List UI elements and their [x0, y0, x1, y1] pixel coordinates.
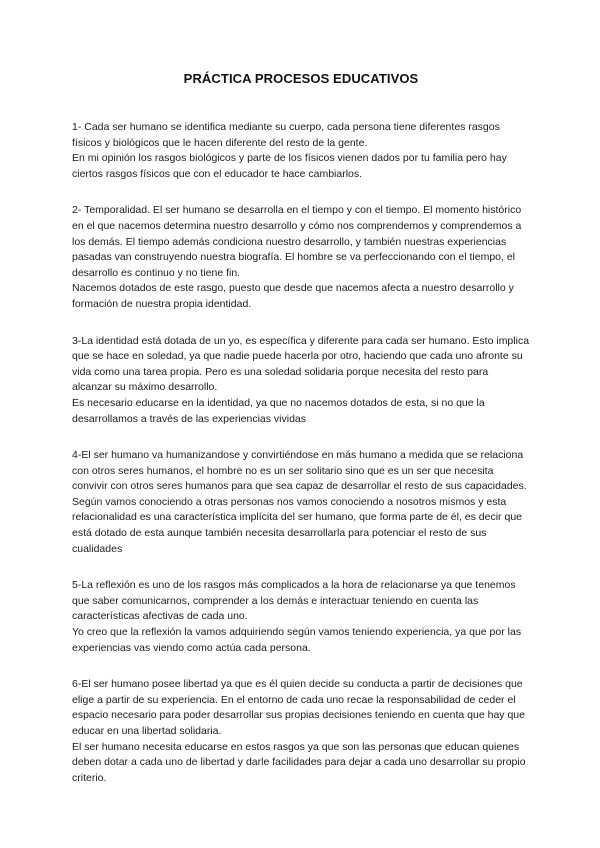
- section-6: [72, 677, 530, 786]
- document-body: [72, 120, 530, 786]
- paragraph: 2- Temporalidad. El ser humano se desarrolla en el tiempo y con el tiempo. El momento histórico en el que nacemos determina nuestro desarrollo y cómo nos comprendemos y comprendemos a los demás. El tiempo además condiciona nuestro desarrollo, y también nuestras experiencias pasadas van construyendo nuestra biografía. El hombre se va perfeccionando con el tiempo, el desarrollo es continuo y no tiene fin.: [72, 204, 522, 279]
- paragraph: 4-El ser humano va humanizandose y convirtiéndose en más humano a medida que se relaciona con otros seres humanos, el hombre no es un ser solitario sino que es un ser que necesita convivir con otros seres humanos para que sea capaz de desarrollar el resto de sus capacidades. Según vamos conociendo a otras personas nos vamos conociendo a nosotros mismos y esta relacionalidad es una característica implícita del ser humano, que forma parte de él, es decir que está dotado de esta aunque también necesita desarrollarla para potenciar el resto de sus cualidades: [72, 449, 527, 555]
- paragraph: 3-La identidad está dotada de un yo, es específica y diferente para cada ser humano. Esto implica que se hace en soledad, ya que nadie puede hacerla por otro, haciendo que cada uno afronte su vida como una tarea propia. Pero es una soledad solidaria porque necesita del resto para alcanzar su máximo desarrollo.: [72, 334, 530, 394]
- section-2: [72, 203, 530, 312]
- paragraph: Nacemos dotados de este rasgo, puesto que desde que nacemos afecta a nuestro desarrollo y formación de nuestra propia identidad.: [72, 282, 514, 310]
- paragraph: 5-La reflexión es uno de los rasgos más complicados a la hora de relacionarse ya que tenemos que saber comunicarnos, comprender a los demás e interactuar teniendo en cuenta las características afectivas de cada uno.: [72, 579, 516, 623]
- paragraph: El ser humano necesita educarse en estos rasgos ya que son las personas que educan quienes deben dotar a cada uno de libertad y darle facilidades para dejar a cada uno desarrollar su propio criterio.: [72, 740, 526, 784]
- section-1: [72, 120, 530, 182]
- paragraph: Yo creo que la reflexión la vamos adquiriendo según vamos teniendo experiencia, ya que por las experiencias vas viendo como actúa cada persona.: [72, 626, 522, 654]
- paragraph: 1- Cada ser humano se identifica mediante su cuerpo, cada persona tiene diferentes rasgos físicos y biológicos que le hacen diferente del resto de la gente.: [72, 121, 500, 149]
- section-5: [72, 578, 530, 656]
- paragraph: Es necesario educarse en la identidad, ya que no nacemos dotados de esta, si no que la desarrollamos a través de las experiencias vividas: [72, 396, 485, 425]
- section-3: [72, 334, 530, 428]
- paragraph: En mi opinión los rasgos biológicos y parte de los físicos vienen dados por tu familia pero hay ciertos rasgos físicos que con el educador te hace cambiarlos.: [72, 152, 507, 180]
- section-4: [72, 448, 530, 557]
- paragraph: 6-El ser humano posee libertad ya que es él quien decide su conducta a partir de decisiones que elige a partir de su experiencia. En el entorno de cada uno recae la responsabilidad de ceder el espacio necesario para poder desarrollar sus propias decisiones teniendo en cuenta que hay que educar en una libertad solidaria.: [72, 678, 525, 737]
- page-title: PRÁCTICA PROCESOS EDUCATIVOS: [183, 71, 419, 86]
